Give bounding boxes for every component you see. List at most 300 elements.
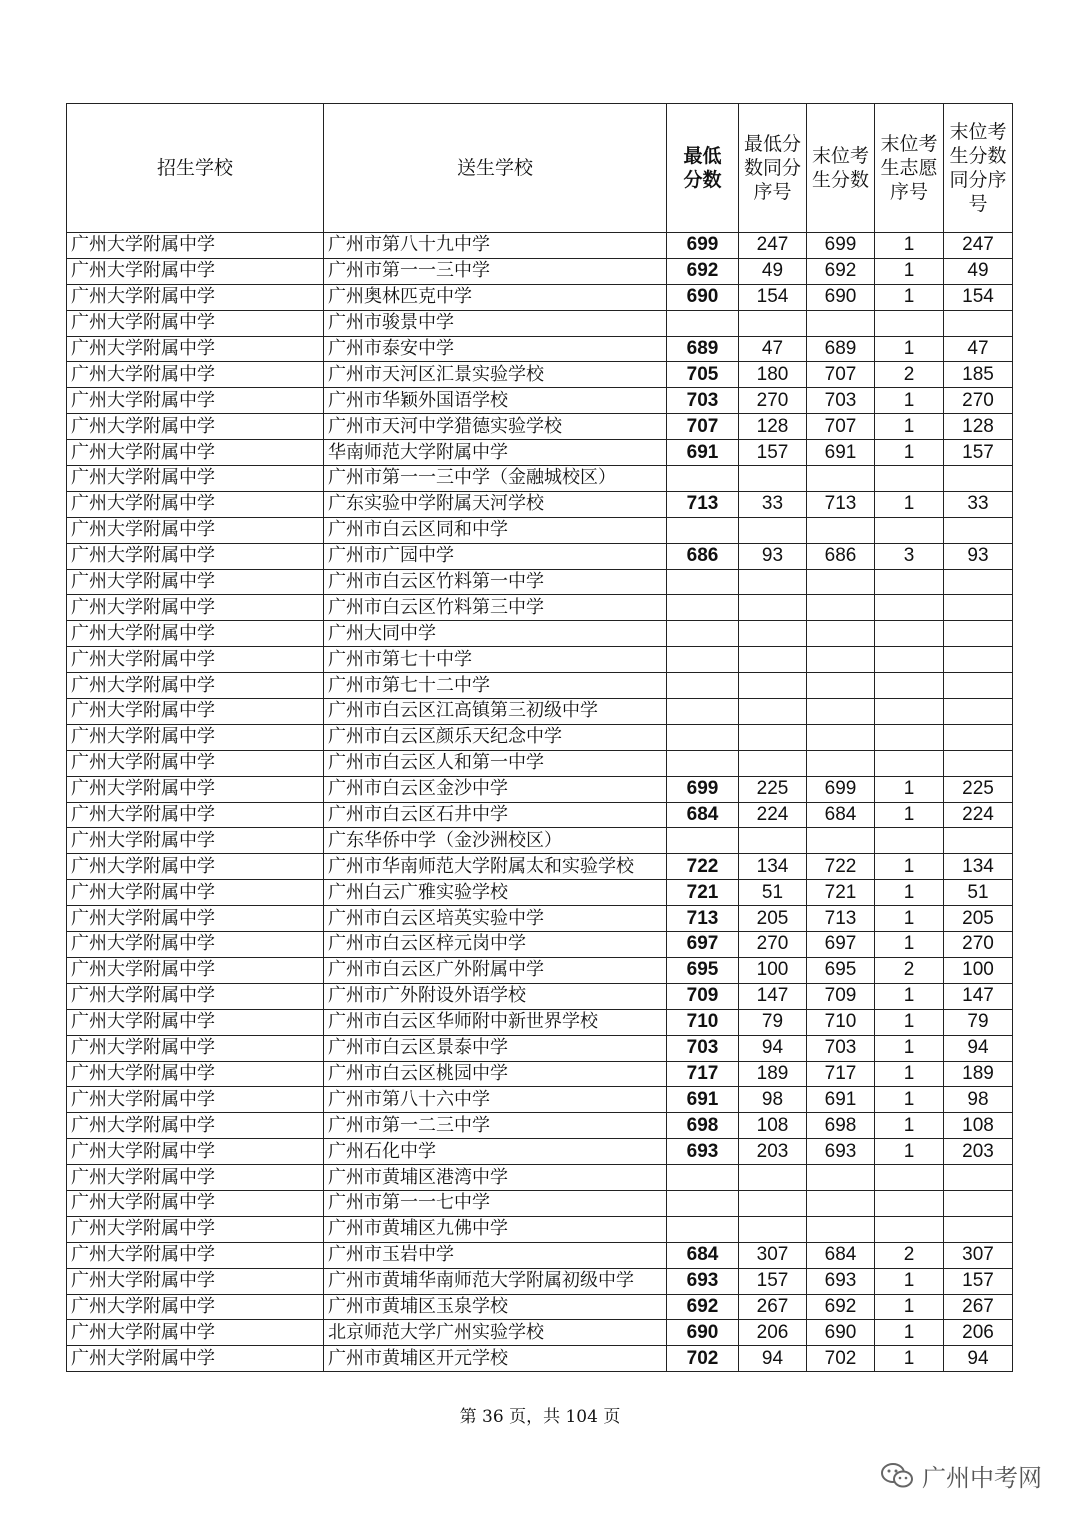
cell-recruiting-school: 广州大学附属中学 [67,750,324,776]
cell-min-score-tie-order: 33 [739,491,807,517]
cell-sending-school: 广州大同中学 [324,621,667,647]
cell-last-choice-order: 1 [875,880,944,906]
cell-min-score-tie-order: 49 [739,258,807,284]
cell-sending-school: 广州市第一二三中学 [324,1113,667,1139]
cell-recruiting-school: 广州大学附属中学 [67,1216,324,1242]
header-min-score: 最低分数 [667,104,739,233]
table-row [67,388,1013,414]
cell-min-score-tie-order: 98 [739,1087,807,1113]
cell-min-score: 703 [667,388,739,414]
cell-min-score [667,595,739,621]
cell-min-score: 692 [667,258,739,284]
cell-last-choice-order: 1 [875,906,944,932]
cell-recruiting-school: 广州大学附属中学 [67,440,324,466]
cell-sending-school: 广州市白云区竹料第一中学 [324,569,667,595]
cell-min-score-tie-order: 47 [739,336,807,362]
cell-last-score-tie-order: 185 [944,362,1013,388]
cell-recruiting-school: 广州大学附属中学 [67,1320,324,1346]
cell-last-score: 692 [807,1294,875,1320]
cell-recruiting-school: 广州大学附属中学 [67,362,324,388]
cell-sending-school: 广州市白云区广外附属中学 [324,957,667,983]
cell-last-score-tie-order: 47 [944,336,1013,362]
header-recruiting-school: 招生学校 [67,104,324,233]
cell-last-score-tie-order [944,517,1013,543]
cell-min-score: 698 [667,1113,739,1139]
cell-min-score-tie-order: 94 [739,1035,807,1061]
cell-last-score-tie-order: 147 [944,983,1013,1009]
cell-min-score: 703 [667,1035,739,1061]
cell-recruiting-school: 广州大学附属中学 [67,1346,324,1372]
cell-min-score: 691 [667,440,739,466]
table-row [67,362,1013,388]
cell-recruiting-school: 广州大学附属中学 [67,595,324,621]
cell-min-score: 709 [667,983,739,1009]
cell-last-score-tie-order [944,750,1013,776]
cell-min-score-tie-order: 247 [739,233,807,259]
cell-min-score-tie-order: 93 [739,543,807,569]
cell-last-score-tie-order [944,310,1013,336]
table-header [67,104,1013,233]
cell-recruiting-school: 广州大学附属中学 [67,802,324,828]
cell-last-score: 693 [807,1139,875,1165]
table-row [67,906,1013,932]
cell-recruiting-school: 广州大学附属中学 [67,1035,324,1061]
cell-last-score-tie-order: 270 [944,388,1013,414]
table-row [67,699,1013,725]
cell-last-choice-order [875,1165,944,1191]
cell-last-score-tie-order: 270 [944,932,1013,958]
watermark-text: 广州中考网 [922,1464,1042,1492]
table-row [67,543,1013,569]
cell-last-score-tie-order [944,647,1013,673]
cell-recruiting-school: 广州大学附属中学 [67,673,324,699]
cell-last-score [807,1190,875,1216]
cell-recruiting-school: 广州大学附属中学 [67,854,324,880]
cell-last-choice-order: 1 [875,776,944,802]
cell-sending-school: 广州市白云区金沙中学 [324,776,667,802]
cell-recruiting-school: 广州大学附属中学 [67,1242,324,1268]
cell-sending-school: 广州市第七十中学 [324,647,667,673]
table-row [67,932,1013,958]
cell-min-score-tie-order [739,569,807,595]
table-row [67,310,1013,336]
cell-min-score-tie-order [739,1165,807,1191]
cell-last-choice-order: 1 [875,258,944,284]
cell-last-choice-order: 1 [875,284,944,310]
cell-recruiting-school: 广州大学附属中学 [67,983,324,1009]
table-row [67,647,1013,673]
cell-min-score [667,1190,739,1216]
cell-last-score-tie-order: 157 [944,1268,1013,1294]
cell-last-choice-order: 1 [875,1294,944,1320]
cell-min-score-tie-order: 79 [739,1009,807,1035]
cell-last-score: 702 [807,1346,875,1372]
cell-min-score: 692 [667,1294,739,1320]
cell-last-choice-order [875,466,944,492]
cell-min-score-tie-order [739,1216,807,1242]
cell-sending-school: 广州市天河区汇景实验学校 [324,362,667,388]
cell-min-score: 686 [667,543,739,569]
cell-min-score: 702 [667,1346,739,1372]
cell-last-score-tie-order: 51 [944,880,1013,906]
cell-min-score-tie-order: 154 [739,284,807,310]
cell-last-score: 722 [807,854,875,880]
cell-min-score [667,673,739,699]
cell-last-choice-order: 1 [875,336,944,362]
cell-recruiting-school: 广州大学附属中学 [67,258,324,284]
cell-min-score: 691 [667,1087,739,1113]
cell-last-score-tie-order [944,621,1013,647]
cell-last-score [807,673,875,699]
cell-last-score: 692 [807,258,875,284]
cell-last-score [807,1216,875,1242]
cell-last-score [807,595,875,621]
header-last-score: 末位考生分数 [807,104,875,233]
cell-last-score-tie-order: 205 [944,906,1013,932]
cell-min-score-tie-order: 128 [739,414,807,440]
header-min-score-tie-order: 最低分数同分序号 [739,104,807,233]
cell-last-score: 717 [807,1061,875,1087]
cell-recruiting-school: 广州大学附属中学 [67,906,324,932]
cell-last-score [807,647,875,673]
cell-last-score-tie-order: 49 [944,258,1013,284]
cell-min-score-tie-order [739,724,807,750]
cell-recruiting-school: 广州大学附属中学 [67,932,324,958]
table-row [67,414,1013,440]
cell-min-score: 717 [667,1061,739,1087]
cell-last-score: 686 [807,543,875,569]
cell-last-score [807,828,875,854]
cell-last-score-tie-order [944,724,1013,750]
cell-recruiting-school: 广州大学附属中学 [67,724,324,750]
cell-min-score-tie-order [739,828,807,854]
cell-recruiting-school: 广州大学附属中学 [67,1009,324,1035]
cell-sending-school: 广州市白云区同和中学 [324,517,667,543]
cell-recruiting-school: 广州大学附属中学 [67,1190,324,1216]
cell-min-score-tie-order: 206 [739,1320,807,1346]
cell-min-score [667,828,739,854]
cell-recruiting-school: 广州大学附属中学 [67,466,324,492]
cell-min-score-tie-order: 100 [739,957,807,983]
cell-last-choice-order: 1 [875,854,944,880]
table-row [67,1190,1013,1216]
cell-last-score-tie-order [944,595,1013,621]
cell-recruiting-school: 广州大学附属中学 [67,828,324,854]
cell-last-choice-order: 1 [875,440,944,466]
table-row [67,983,1013,1009]
header-last-score-tie-order: 末位考生分数同分序号 [944,104,1013,233]
cell-sending-school: 广州市黄埔区港湾中学 [324,1165,667,1191]
cell-last-choice-order [875,647,944,673]
cell-last-score: 710 [807,1009,875,1035]
cell-min-score-tie-order: 147 [739,983,807,1009]
cell-recruiting-school: 广州大学附属中学 [67,880,324,906]
cell-last-choice-order [875,310,944,336]
cell-min-score-tie-order [739,466,807,492]
cell-min-score: 693 [667,1139,739,1165]
cell-sending-school: 广州市黄埔区九佛中学 [324,1216,667,1242]
cell-last-choice-order: 1 [875,1139,944,1165]
cell-recruiting-school: 广州大学附属中学 [67,1113,324,1139]
cell-last-choice-order [875,595,944,621]
cell-sending-school: 广州奥林匹克中学 [324,284,667,310]
table-row [67,802,1013,828]
cell-sending-school: 广州市第一一三中学 [324,258,667,284]
cell-last-score: 699 [807,233,875,259]
cell-sending-school: 广州市第八十六中学 [324,1087,667,1113]
cell-last-score: 698 [807,1113,875,1139]
table-row [67,1242,1013,1268]
table-row [67,233,1013,259]
admission-table [66,103,1013,1372]
cell-last-score-tie-order: 100 [944,957,1013,983]
cell-sending-school: 广州市白云区培英实验中学 [324,906,667,932]
cell-sending-school: 广州市广外附设外语学校 [324,983,667,1009]
cell-last-score-tie-order: 79 [944,1009,1013,1035]
cell-sending-school: 广州市第一一七中学 [324,1190,667,1216]
cell-last-choice-order: 1 [875,233,944,259]
cell-last-score: 703 [807,388,875,414]
cell-min-score-tie-order: 270 [739,932,807,958]
cell-last-choice-order: 1 [875,414,944,440]
table-row [67,1061,1013,1087]
cell-sending-school: 广州市白云区桃园中学 [324,1061,667,1087]
cell-last-score-tie-order [944,569,1013,595]
table-row [67,466,1013,492]
cell-last-score-tie-order [944,1216,1013,1242]
cell-last-choice-order: 1 [875,1268,944,1294]
table-row [67,673,1013,699]
cell-last-score-tie-order: 94 [944,1346,1013,1372]
cell-recruiting-school: 广州大学附属中学 [67,776,324,802]
cell-last-score-tie-order [944,828,1013,854]
cell-min-score-tie-order: 108 [739,1113,807,1139]
wechat-icon [880,1462,914,1490]
cell-last-score [807,750,875,776]
table-row [67,517,1013,543]
cell-min-score [667,1165,739,1191]
cell-sending-school: 广州市白云区竹料第三中学 [324,595,667,621]
cell-last-score: 697 [807,932,875,958]
cell-min-score: 690 [667,1320,739,1346]
cell-last-score [807,699,875,725]
cell-last-score-tie-order: 108 [944,1113,1013,1139]
cell-last-score-tie-order: 128 [944,414,1013,440]
cell-min-score: 722 [667,854,739,880]
cell-last-score-tie-order: 93 [944,543,1013,569]
cell-recruiting-school: 广州大学附属中学 [67,543,324,569]
cell-sending-school: 广州市白云区景泰中学 [324,1035,667,1061]
cell-last-score-tie-order: 98 [944,1087,1013,1113]
cell-min-score-tie-order: 270 [739,388,807,414]
cell-min-score-tie-order: 180 [739,362,807,388]
cell-last-score [807,569,875,595]
page-footer: 第 36 页，共 104 页 [459,1407,621,1427]
cell-last-score-tie-order: 224 [944,802,1013,828]
cell-sending-school: 广州市黄埔区玉泉学校 [324,1294,667,1320]
cell-sending-school: 广州市广园中学 [324,543,667,569]
cell-last-score-tie-order: 154 [944,284,1013,310]
cell-min-score [667,517,739,543]
cell-sending-school: 广州市白云区华师附中新世界学校 [324,1009,667,1035]
cell-min-score-tie-order: 267 [739,1294,807,1320]
cell-last-choice-order [875,673,944,699]
cell-min-score [667,466,739,492]
cell-min-score-tie-order: 94 [739,1346,807,1372]
cell-recruiting-school: 广州大学附属中学 [67,310,324,336]
cell-last-score [807,466,875,492]
cell-last-score-tie-order [944,466,1013,492]
cell-last-choice-order: 1 [875,1320,944,1346]
cell-min-score [667,310,739,336]
cell-sending-school: 广东华侨中学（金沙洲校区） [324,828,667,854]
cell-recruiting-school: 广州大学附属中学 [67,491,324,517]
cell-min-score [667,569,739,595]
cell-min-score: 710 [667,1009,739,1035]
cell-recruiting-school: 广州大学附属中学 [67,336,324,362]
cell-last-score: 690 [807,284,875,310]
cell-last-score [807,517,875,543]
cell-last-choice-order [875,517,944,543]
table-row [67,724,1013,750]
cell-last-choice-order: 2 [875,957,944,983]
cell-min-score-tie-order: 157 [739,1268,807,1294]
cell-last-score: 691 [807,440,875,466]
cell-sending-school: 广州市第一一三中学（金融城校区） [324,466,667,492]
table-row [67,336,1013,362]
cell-last-score-tie-order: 203 [944,1139,1013,1165]
cell-recruiting-school: 广州大学附属中学 [67,1087,324,1113]
cell-last-score: 721 [807,880,875,906]
table-row [67,1139,1013,1165]
cell-last-choice-order [875,621,944,647]
cell-sending-school: 广州市第七十二中学 [324,673,667,699]
cell-min-score-tie-order [739,699,807,725]
cell-min-score: 684 [667,802,739,828]
cell-min-score-tie-order: 51 [739,880,807,906]
cell-recruiting-school: 广州大学附属中学 [67,1268,324,1294]
cell-sending-school: 广州市黄埔华南师范大学附属初级中学 [324,1268,667,1294]
cell-recruiting-school: 广州大学附属中学 [67,1061,324,1087]
cell-last-choice-order: 1 [875,1113,944,1139]
cell-min-score-tie-order: 205 [739,906,807,932]
cell-last-choice-order [875,828,944,854]
cell-last-choice-order: 1 [875,1061,944,1087]
cell-sending-school: 广州白云广雅实验学校 [324,880,667,906]
table-row [67,880,1013,906]
cell-last-score: 695 [807,957,875,983]
cell-min-score [667,1216,739,1242]
cell-recruiting-school: 广州大学附属中学 [67,414,324,440]
cell-last-choice-order [875,724,944,750]
table-row [67,440,1013,466]
cell-sending-school: 广州市华颖外国语学校 [324,388,667,414]
cell-last-score: 703 [807,1035,875,1061]
table-row [67,1320,1013,1346]
cell-last-choice-order: 1 [875,932,944,958]
cell-last-score: 689 [807,336,875,362]
cell-min-score: 690 [667,284,739,310]
header-last-choice-order: 末位考生志愿序号 [875,104,944,233]
table-row [67,1294,1013,1320]
cell-min-score-tie-order [739,310,807,336]
cell-last-score: 707 [807,414,875,440]
table-row [67,258,1013,284]
cell-last-choice-order: 1 [875,1346,944,1372]
cell-last-score-tie-order [944,699,1013,725]
table-body [67,233,1013,1372]
cell-last-choice-order [875,699,944,725]
cell-min-score [667,647,739,673]
table-row [67,1268,1013,1294]
cell-last-score-tie-order: 247 [944,233,1013,259]
cell-recruiting-school: 广州大学附属中学 [67,569,324,595]
header-sending-school: 送生学校 [324,104,667,233]
cell-last-choice-order: 3 [875,543,944,569]
cell-sending-school: 北京师范大学广州实验学校 [324,1320,667,1346]
cell-min-score: 689 [667,336,739,362]
cell-min-score: 705 [667,362,739,388]
cell-sending-school: 广州市华南师范大学附属太和实验学校 [324,854,667,880]
cell-min-score-tie-order: 157 [739,440,807,466]
cell-recruiting-school: 广州大学附属中学 [67,957,324,983]
table-row [67,1165,1013,1191]
cell-min-score: 695 [667,957,739,983]
cell-min-score-tie-order [739,673,807,699]
cell-last-score [807,621,875,647]
cell-sending-school: 广州石化中学 [324,1139,667,1165]
cell-last-score-tie-order: 267 [944,1294,1013,1320]
cell-recruiting-school: 广州大学附属中学 [67,388,324,414]
table-row [67,1113,1013,1139]
cell-last-score: 713 [807,906,875,932]
cell-min-score: 713 [667,906,739,932]
cell-sending-school: 华南师范大学附属中学 [324,440,667,466]
cell-sending-school: 广州市白云区梓元岗中学 [324,932,667,958]
cell-last-score: 699 [807,776,875,802]
cell-min-score-tie-order: 307 [739,1242,807,1268]
cell-last-choice-order: 1 [875,802,944,828]
table-row [67,750,1013,776]
cell-min-score-tie-order [739,750,807,776]
cell-last-score: 707 [807,362,875,388]
cell-sending-school: 广州市白云区江高镇第三初级中学 [324,699,667,725]
cell-last-score [807,1165,875,1191]
cell-recruiting-school: 广州大学附属中学 [67,1294,324,1320]
cell-min-score [667,699,739,725]
cell-min-score-tie-order [739,1190,807,1216]
cell-last-score: 693 [807,1268,875,1294]
cell-last-choice-order: 1 [875,1035,944,1061]
cell-last-choice-order [875,569,944,595]
cell-last-score-tie-order: 33 [944,491,1013,517]
cell-sending-school: 广州市白云区人和第一中学 [324,750,667,776]
cell-recruiting-school: 广州大学附属中学 [67,621,324,647]
table-row [67,595,1013,621]
cell-min-score-tie-order [739,517,807,543]
cell-last-score-tie-order: 307 [944,1242,1013,1268]
table-row [67,776,1013,802]
table-row [67,621,1013,647]
cell-last-score: 684 [807,802,875,828]
cell-min-score-tie-order: 134 [739,854,807,880]
cell-sending-school: 广州市天河中学猎德实验学校 [324,414,667,440]
cell-last-score-tie-order: 189 [944,1061,1013,1087]
cell-last-choice-order: 1 [875,388,944,414]
cell-last-score-tie-order: 94 [944,1035,1013,1061]
watermark [880,1458,1042,1493]
cell-recruiting-school: 广州大学附属中学 [67,284,324,310]
